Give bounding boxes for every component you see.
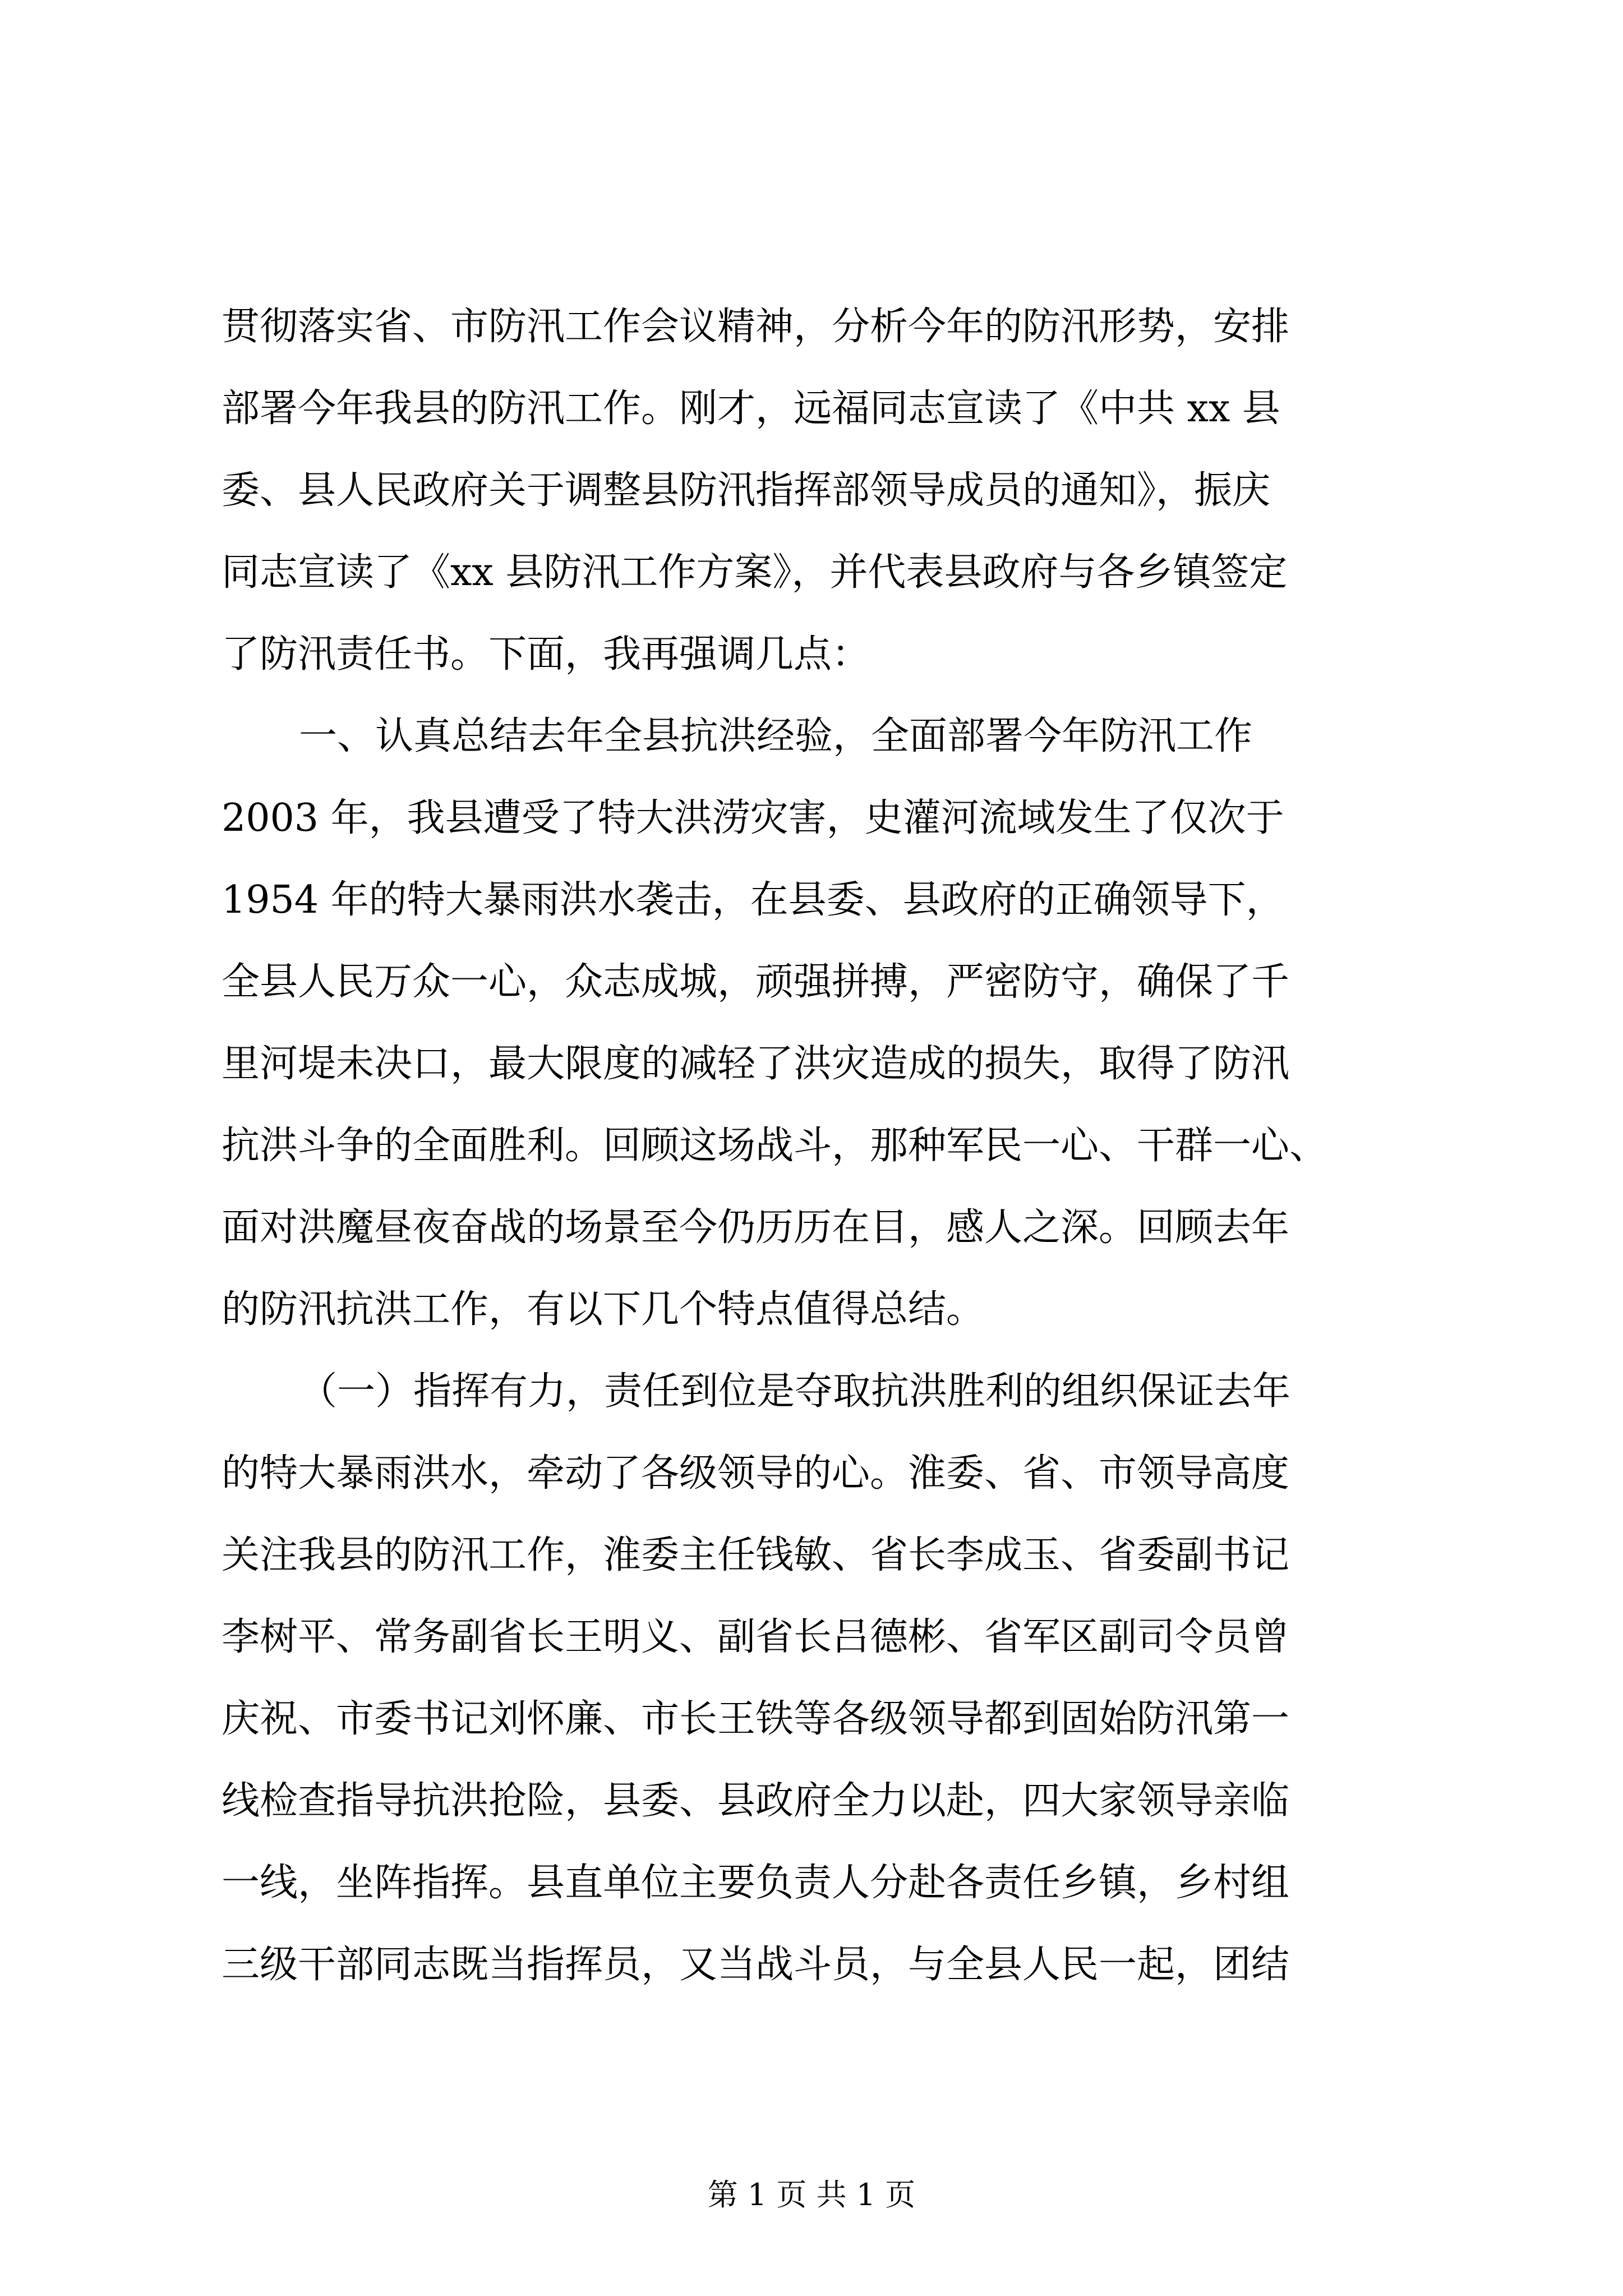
text-line: 面对洪魔昼夜奋战的场景至今仍历历在目，感人之深。回顾去年: [222, 1205, 1290, 1250]
text-line: 部署今年我县的防汛工作。刚才，远福同志宣读了《中共 xx 县: [222, 386, 1280, 431]
text-line: 关注我县的防汛工作，淮委主任钱敏、省长李成玉、省委副书记: [222, 1533, 1290, 1577]
text-line: 三级干部同志既当指挥员，又当战斗员，与全县人民一起，团结: [222, 1943, 1290, 1987]
paragraph-heading-line: 一、认真总结去年全县抗洪经验，全面部署今年防汛工作: [299, 714, 1253, 758]
text-line: 委、县人民政府关于调整县防汛指挥部领导成员的通知》，振庆: [222, 468, 1271, 513]
text-line: 贯彻落实省、市防汛工作会议精神，分析今年的防汛形势，安排: [222, 305, 1290, 349]
text-line: 庆祝、市委书记刘怀廉、市长王铁等各级领导都到固始防汛第一: [222, 1697, 1290, 1741]
page-footer: 第 1 页 共 1 页: [707, 2177, 916, 2212]
text-line: 里河堤未决口，最大限度的减轻了洪灾造成的损失，取得了防汛: [222, 1042, 1290, 1086]
text-line: 的特大暴雨洪水，牵动了各级领导的心。淮委、省、市领导高度: [222, 1451, 1290, 1496]
text-line: 线检查指导抗洪抢险，县委、县政府全力以赴，四大家领导亲临: [222, 1779, 1290, 1823]
text-line: 抗洪斗争的全面胜利。回顾这场战斗，那种军民一心、干群一心、: [222, 1124, 1328, 1168]
text-line: 1954 年的特大暴雨洪水袭击，在县委、县政府的正确领导下，: [222, 878, 1284, 922]
text-line: 2003 年，我县遭受了特大洪涝灾害，史灌河流域发生了仅次于: [222, 796, 1284, 840]
text-line: 全县人民万众一心，众志成城，顽强拼搏，严密防守，确保了千: [222, 960, 1290, 1004]
text-line: 一线，坐阵指挥。县直单位主要负责人分赴各责任乡镇，乡村组: [222, 1861, 1290, 1905]
text-line: 李树平、常务副省长王明义、副省长吕德彬、省军区副司令员曾: [222, 1615, 1290, 1659]
document-body: [222, 286, 1416, 2006]
text-line: 同志宣读了《xx 县防汛工作方案》，并代表县政府与各乡镇签定: [222, 550, 1288, 595]
text-line: 的防汛抗洪工作，有以下几个特点值得总结。: [222, 1287, 985, 1332]
paragraph-heading-line: （一）指挥有力，责任到位是夺取抗洪胜利的组织保证去年: [299, 1369, 1291, 1414]
text-line: 了防汛责任书。下面，我再强调几点：: [222, 632, 870, 677]
